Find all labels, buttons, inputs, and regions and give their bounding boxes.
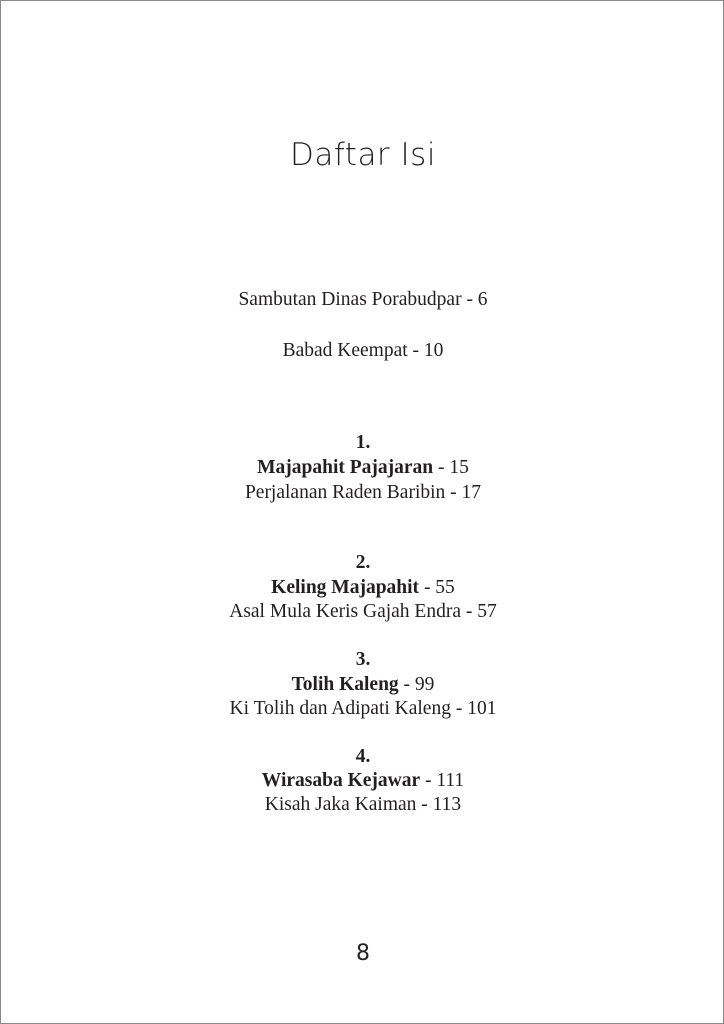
chapter-story: Kisah Jaka Kaiman - 113 [264, 794, 462, 815]
chapter-title-page: - 99 [398, 674, 435, 695]
chapter-title-line [1, 770, 724, 792]
chapter-title-page: - 15 [433, 457, 469, 478]
chapter-title: Tolih Kaleng [291, 674, 399, 695]
chapter-title: Majapahit Pajajaran [257, 457, 434, 478]
chapter-number: 4. [355, 746, 371, 767]
chapter-story: Asal Mula Keris Gajah Endra - 57 [229, 601, 497, 622]
toc-entry-sambutan: Sambutan Dinas Porabudpar - 6 [238, 289, 488, 310]
page-title: Daftar Isi [290, 137, 436, 173]
chapter-title: Wirasaba Kejawar [261, 770, 421, 791]
chapter-title-line [1, 674, 724, 696]
chapter-title-line [1, 457, 724, 479]
chapter-title-page: - 55 [419, 577, 455, 598]
page-number: 8 [356, 941, 370, 966]
chapter-title: Keling Majapahit [271, 577, 420, 598]
chapter-story: Ki Tolih dan Adipati Kaleng - 101 [229, 698, 497, 719]
chapter-number: 1. [355, 432, 371, 453]
chapter-number: 2. [355, 552, 371, 573]
chapter-number: 3. [355, 649, 371, 670]
chapter-title-page: - 111 [420, 770, 465, 791]
toc-entry-babad: Babad Keempat - 10 [282, 340, 444, 361]
chapter-story: Perjalanan Raden Baribin - 17 [244, 482, 482, 503]
chapter-title-line [1, 577, 724, 599]
